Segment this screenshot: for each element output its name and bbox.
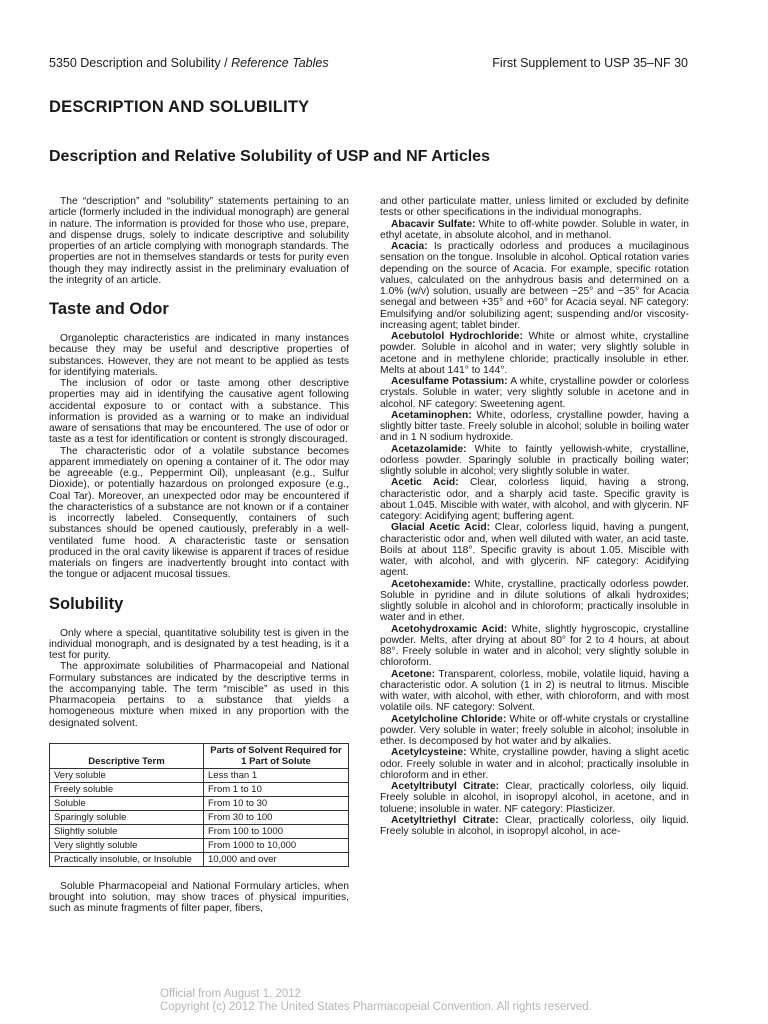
monograph-term: Acesulfame Potassium: [391,376,508,387]
table-row [50,824,349,838]
monograph-entry [380,241,689,331]
monograph-term: Abacavir Sulfate: [391,218,476,230]
monograph-description: Transparent, colorless, mobile, volatile liquid, having a characteristic odor. A solution (1 in 2) is neutral to litmus. Miscible with water, with alcohol, with ether, with chloroform, and with most volatile oils. NF category: Solvent. [380,668,689,714]
monograph-term: Acetyltributyl Citrate: [391,781,500,792]
footer-official-date: Official from August 1, 2012 [160,988,302,1000]
solubility-heading: Solubility [49,594,124,613]
monograph-term: Acetyltriethyl Citrate: [391,814,499,826]
monograph-description: White or almost white, crystalline powder. Soluble in alcohol and in water; very slightly soluble in acetone and in methylene chloride; practically insoluble in ether. Melts at about 141° to 144°. [380,331,689,376]
monograph-term: Acetohexamide: [391,578,471,590]
monograph-description: White, crystalline powder, having a slight acetic odor. Freely soluble in water and in alcohol; practically insoluble in chloroform and in ether. [380,747,689,781]
footer-copyright: Copyright (c) 2012 The United States Pharmacopeial Convention. All rights reserved. [160,1001,592,1013]
table-cell: Less than 1 [204,768,349,782]
monograph-term: Acetaminophen: [391,409,472,421]
table-cell: From 1000 to 10,000 [204,838,349,852]
table-row [50,796,349,810]
footer [160,988,592,1014]
monograph-description: Clear, colorless liquid, having a pungent, characteristic odor and, when well diluted with water, an acid taste. Boils at about 118°. Specific gravity is about 1.05. Miscible with water, with alcohol, and with glycerin. NF category: Acidifying agent. [380,522,689,579]
table-row [50,810,349,824]
monograph-entry [380,669,689,714]
solubility-table [49,743,349,867]
taste-paragraph-1: Organoleptic characteristics are indicated in many instances because they may be useful and descriptive properties of substances. However, they are not meant to be applied as tests for identifying materials. [49,333,349,378]
monograph-term: Glacial Acetic Acid: [391,522,491,534]
monograph-description: White to off-white powder. Soluble in water, in ethyl acetate, in absolute alcohol, and in methanol. [380,218,690,241]
monograph-entry [380,624,689,669]
monograph-description: White or off-white crystals or crystalline powder. Very soluble in water; freely soluble in alcohol; insoluble in ether. Is decomposed by hot water and by alkalies. [380,713,689,747]
table-cell: Soluble [50,796,204,810]
section-subheading: Description and Relative Solubility of USP and NF Articles [49,148,490,165]
monograph-entry [380,714,689,748]
monograph-entry [380,815,689,838]
monograph-description: A white, crystalline powder or colorless crystals. Soluble in water; very slightly soluble in acetone and in alcohol. NF category: Sweetening agent. [380,376,689,410]
monograph-entry [380,410,689,444]
table-cell: From 30 to 100 [204,810,349,824]
monograph-entry [380,747,689,781]
monograph-entry [380,781,689,815]
monograph-term: Acetylcholine Chloride: [391,713,507,725]
table-cell: From 10 to 30 [204,796,349,810]
monograph-entry [380,522,689,578]
monograph-description: Clear, practically colorless, oily liquid. Freely soluble in alcohol, in isopropyl alcohol, in acetone, and in toluene; insoluble in water. NF category: Plasticizer. [380,781,689,815]
table-cell: Very slightly soluble [50,838,204,852]
intro-paragraph: The “description” and “solubility” statements pertaining to an article (formerly included in the individual monograph) are general in nature. The information is provided for those who use, prepare, and dispense drugs, solely to indicate descriptive and solubility properties of an article complying with monograph standards. The properties are not in themselves standards or tests for purity even though they may indirectly assist in the preliminary evaluation of the integrity of an article. [49,196,349,286]
section-heading: DESCRIPTION AND SOLUBILITY [49,98,310,116]
solubility-paragraph-2: The approximate solubilities of Pharmacopeial and National Formulary substances are indicated by the descriptive terms in the accompanying table. The term “miscible” as used in this Pharmacopeia pertains to a substance that yields a homogeneous mixture when mixed in any proportion with the designated solvent. [49,661,349,729]
monograph-term: Acetone: [391,668,436,680]
monograph-entry [380,444,689,478]
monograph-description: Is practically odorless and produces a mucilaginous sensation on the tongue. Insoluble in alcohol. Optical rotation varies depending on the source of Acacia. For example, specific rotation values, calculated on the anhydrous basis and determined on a 1.0% (w/v) solution, usually are between −25° and −35° for Acacia senegal and between +35° and +60° for Acacia seyal. NF category: Emulsifying and/or solubilizing agent; suspending and/or viscosity-increasing agent; tablet binder. [380,241,689,331]
monograph-term: Acetylcysteine: [391,747,467,759]
header-right: First Supplement to USP 35–NF 30 [492,56,688,70]
header-left: 5350 Description and Solubility / Reference Tables [49,56,329,70]
table-cell: Very soluble [50,768,204,782]
monograph-term: Acetic Acid: [391,477,459,489]
monograph-description: Clear, practically colorless, oily liquid. Freely soluble in alcohol, in isopropyl alcohol, in ace- [380,814,690,837]
running-header [49,56,688,70]
right-column [380,196,689,837]
monograph-entries [380,219,689,838]
table-cell: From 100 to 1000 [204,824,349,838]
monograph-description: White, crystalline, practically odorless powder. Soluble in pyridine and in dilute solutions of alkali hydroxides; slightly soluble in alcohol and in chloroform; practically insoluble in water and in ether. [380,578,689,624]
taste-odor-heading: Taste and Odor [49,300,169,318]
monograph-description: White, slightly hygroscopic, crystalline powder. Melts, after drying at about 80° for 2 to 4 hours, at about 88°. Freely soluble in water and in alcohol; very slightly soluble in chloroform. [380,623,689,669]
monograph-term: Acetazolamide: [391,443,467,455]
table-cell: From 1 to 10 [204,782,349,796]
taste-paragraph-2: The inclusion of odor or taste among other descriptive properties may aid in identifying the causative agent following accidental exposure to or contact with a substance. This information is provided as a warning or to make an individual aware of sensations that may be encountered. The use of odor or taste as a test for identification or content is strongly discouraged. [49,378,349,446]
monograph-term: Acacia: [391,241,428,252]
monograph-term: Acebutolol Hydrochloride: [391,331,523,342]
monograph-entry [380,477,689,522]
table-cell: Slightly soluble [50,824,204,838]
table-header-parts: Parts of Solvent Required for 1 Part of Solute [204,743,349,768]
table-header-row [50,743,349,768]
monograph-entry [380,376,689,410]
solubility-paragraph-3: Soluble Pharmacopeial and National Formulary articles, when brought into solution, may show traces of physical impurities, such as minute fragments of filter paper, fibers, [49,880,349,915]
table-row [50,768,349,782]
solubility-paragraph-1: Only where a special, quantitative solubility test is given in the individual monograph, and is designated by a test heading, is it a test for purity. [49,627,349,661]
monograph-entry [380,331,689,376]
taste-paragraph-3: The characteristic odor of a volatile substance becomes apparent immediately on opening a container of it. The odor may be agreeable (e.g., Peppermint Oil), unpleasant (e.g., Sulfur Dioxide), or potentially hazardous on prolonged exposure (e.g., Coal Tar). Moreover, an unexpected odor may be encountered if the characteristics of a substance are not known or if a container is incorrectly labeled. Consequently, containers of such substances should be opened cautiously, preferably in a well-ventilated fume hood. A characteristic taste or sensation produced in the oral cavity likewise is apparent if traces of residue materials on fingers are inadvertently brought into contact with the tongue or adjacent mucosal tissues. [49,445,349,581]
table-row [50,782,349,796]
table-cell: 10,000 and over [204,852,349,866]
monograph-entry [380,219,689,242]
continued-paragraph: and other particulate matter, unless limited or excluded by definite tests or other specifications in the individual monographs. [380,196,689,219]
table-cell: Freely soluble [50,782,204,796]
table-cell: Sparingly soluble [50,810,204,824]
table-row [50,838,349,852]
monograph-description: White, odorless, crystalline powder, having a slightly bitter taste. Freely soluble in alcohol; soluble in boiling water and in 1 N sodium hydroxide. [380,409,689,444]
header-left-italic: Reference Tables [231,56,329,70]
monograph-description: Clear, colorless liquid, having a strong, characteristic odor, and a sharply acid taste. Specific gravity is about 1.045. Miscible with water, with alcohol, and with glycerin. NF category: Acidifying agent; buffering agent. [380,477,689,522]
table-header-term: Descriptive Term [50,743,204,768]
monograph-term: Acetohydroxamic Acid: [391,623,508,635]
table-cell: Practically insoluble, or Insoluble [50,852,204,866]
left-column [49,196,349,915]
table-row [50,852,349,866]
monograph-description: White to faintly yellowish-white, crystalline, odorless powder. Sparingly soluble in practically boiling water; slightly soluble in alcohol; very slightly soluble in water. [380,443,689,477]
monograph-entry [380,579,689,624]
